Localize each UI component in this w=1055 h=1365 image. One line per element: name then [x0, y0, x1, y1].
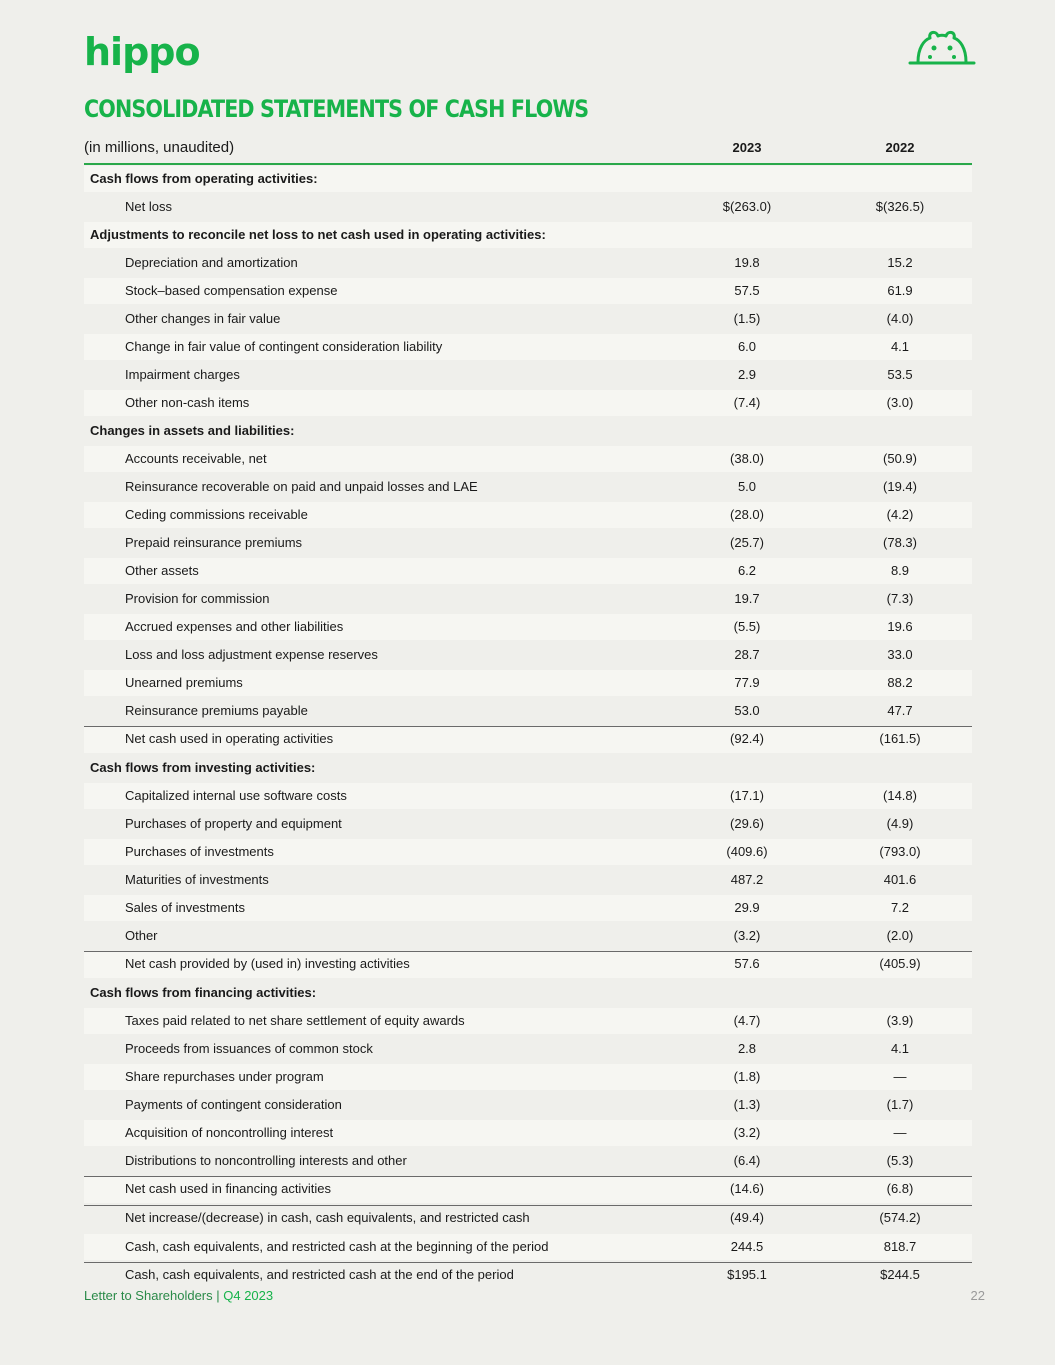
table-row — [84, 586, 972, 612]
value-2023: 53.0 — [734, 703, 760, 718]
value-2023: (3.2) — [733, 1125, 761, 1140]
value-2023: 6.0 — [737, 339, 757, 354]
value-2023: 244.5 — [730, 1239, 764, 1254]
value-2022: (1.7) — [886, 1097, 914, 1112]
value-2023: 77.9 — [734, 675, 760, 690]
table-row — [84, 698, 972, 724]
table-row — [84, 306, 972, 332]
value-2023: 29.9 — [734, 900, 760, 915]
table-row — [84, 642, 972, 668]
row-label: Net cash used in operating activities — [125, 731, 334, 746]
year-header-2023: 2023 — [732, 140, 762, 155]
table-row — [84, 867, 972, 893]
value-2022: $244.5 — [880, 1267, 920, 1282]
table-row — [84, 194, 972, 220]
table-row — [84, 502, 972, 528]
value-2023: 57.5 — [734, 283, 760, 298]
table-row — [84, 1148, 972, 1174]
value-2023: $195.1 — [727, 1267, 767, 1282]
value-2023: 2.9 — [737, 367, 757, 382]
value-2022: 4.1 — [890, 339, 910, 354]
section-header-row — [84, 222, 972, 248]
value-2022: — — [893, 1069, 907, 1084]
footer — [84, 1288, 273, 1303]
table-row — [84, 670, 972, 696]
page-title: CONSOLIDATED STATEMENTS OF CASH FLOWS — [84, 95, 589, 123]
value-2022: (405.9) — [879, 956, 921, 971]
total-row — [84, 1176, 972, 1203]
row-label: Purchases of property and equipment — [125, 816, 342, 831]
table-row — [84, 278, 972, 304]
row-label: Capitalized internal use software costs — [125, 788, 347, 803]
row-label: Net loss — [125, 199, 172, 214]
row-label: Reinsurance recoverable on paid and unpaid losses and LAE — [125, 479, 478, 494]
value-2022: (793.0) — [879, 844, 921, 859]
section-header-row — [84, 418, 972, 444]
table-row — [84, 474, 972, 500]
section-header-row — [84, 755, 972, 781]
value-2023: (38.0) — [730, 451, 764, 466]
table-row — [84, 530, 972, 556]
value-2023: $(263.0) — [722, 199, 772, 214]
footer-quarter: Q4 2023 — [223, 1288, 274, 1303]
value-2022: (6.8) — [886, 1181, 914, 1196]
table-row — [84, 1092, 972, 1118]
units-note: (in millions, unaudited) — [84, 139, 235, 156]
table-row — [84, 446, 972, 472]
table-row — [84, 923, 972, 949]
value-2022: 53.5 — [887, 367, 913, 382]
section-header-row — [84, 166, 972, 192]
value-2022: — — [893, 1125, 907, 1140]
row-label: Accrued expenses and other liabilities — [125, 619, 344, 634]
row-label: Impairment charges — [125, 367, 240, 382]
row-label: Accounts receivable, net — [125, 451, 267, 466]
table-row — [84, 390, 972, 416]
header-rule — [84, 163, 972, 165]
row-label: Depreciation and amortization — [125, 255, 298, 270]
value-2022: (161.5) — [879, 731, 921, 746]
row-label: Change in fair value of contingent consideration liability — [125, 339, 443, 354]
value-2023: 57.6 — [734, 956, 760, 971]
total-row — [84, 726, 972, 753]
value-2023: (28.0) — [730, 507, 764, 522]
value-2022: (4.2) — [886, 507, 914, 522]
table-row — [84, 1064, 972, 1090]
value-2023: (7.4) — [733, 395, 761, 410]
row-label: Net increase/(decrease) in cash, cash equivalents, and restricted cash — [125, 1210, 530, 1225]
value-2023: 28.7 — [734, 647, 760, 662]
row-label: Other — [125, 928, 158, 943]
table-row — [84, 1036, 972, 1062]
value-2022: (3.0) — [886, 395, 914, 410]
row-label: Changes in assets and liabilities: — [90, 423, 295, 438]
row-label: Loss and loss adjustment expense reserves — [125, 647, 378, 662]
total-row — [84, 1205, 972, 1232]
row-label: Net cash provided by (used in) investing activities — [125, 956, 410, 971]
page-number: 22 — [970, 1288, 985, 1303]
value-2022: (3.9) — [886, 1013, 914, 1028]
row-label: Cash flows from financing activities: — [90, 985, 317, 1000]
row-label: Adjustments to reconcile net loss to net cash used in operating activities: — [90, 227, 546, 242]
table-row — [84, 895, 972, 921]
value-2023: 19.8 — [734, 255, 760, 270]
value-2022: $(326.5) — [875, 199, 925, 214]
value-2023: 5.0 — [737, 479, 757, 494]
total-row — [84, 951, 972, 978]
value-2022: (14.8) — [883, 788, 917, 803]
value-2022: (4.0) — [886, 311, 914, 326]
total-row — [84, 1262, 972, 1289]
value-2022: (19.4) — [883, 479, 917, 494]
value-2023: 487.2 — [730, 872, 764, 887]
row-label: Net cash used in financing activities — [125, 1181, 331, 1196]
row-label: Prepaid reinsurance premiums — [125, 535, 303, 550]
table-row — [84, 362, 972, 388]
value-2023: (409.6) — [726, 844, 768, 859]
row-label: Provision for commission — [125, 591, 270, 606]
value-2023: (17.1) — [730, 788, 764, 803]
value-2023: (1.3) — [733, 1097, 761, 1112]
value-2023: (1.5) — [733, 311, 761, 326]
value-2022: 47.7 — [887, 703, 913, 718]
value-2023: 19.7 — [734, 591, 760, 606]
value-2023: (49.4) — [730, 1210, 764, 1225]
value-2023: 2.8 — [737, 1041, 757, 1056]
value-2023: (1.8) — [733, 1069, 761, 1084]
value-2022: 15.2 — [887, 255, 913, 270]
section-header-row — [84, 980, 972, 1006]
value-2023: (6.4) — [733, 1153, 761, 1168]
row-label: Share repurchases under program — [125, 1069, 324, 1084]
value-2022: (4.9) — [886, 816, 914, 831]
value-2023: 6.2 — [737, 563, 757, 578]
row-label: Reinsurance premiums payable — [125, 703, 308, 718]
row-label: Payments of contingent consideration — [125, 1097, 342, 1112]
row-label: Stock–based compensation expense — [125, 283, 338, 298]
value-2022: (2.0) — [886, 928, 914, 943]
row-label: Acquisition of noncontrolling interest — [125, 1125, 334, 1140]
footer-text: Letter to Shareholders | — [84, 1288, 224, 1303]
table-row — [84, 811, 972, 837]
row-label: Cash flows from investing activities: — [90, 760, 316, 775]
year-header-2022: 2022 — [885, 140, 915, 155]
table-row — [84, 783, 972, 809]
value-2022: 61.9 — [887, 283, 913, 298]
value-2023: (4.7) — [733, 1013, 761, 1028]
table-row — [84, 334, 972, 360]
table-row — [84, 1234, 972, 1260]
table-row — [84, 839, 972, 865]
value-2023: (29.6) — [730, 816, 764, 831]
value-2022: 88.2 — [887, 675, 913, 690]
value-2022: (7.3) — [886, 591, 914, 606]
row-label: Proceeds from issuances of common stock — [125, 1041, 373, 1056]
value-2022: (574.2) — [879, 1210, 921, 1225]
table-row — [84, 614, 972, 640]
value-2023: (25.7) — [730, 535, 764, 550]
table-row — [84, 250, 972, 276]
row-label: Cash, cash equivalents, and restricted cash at the beginning of the period — [125, 1239, 549, 1254]
value-2022: (78.3) — [883, 535, 917, 550]
row-label: Ceding commissions receivable — [125, 507, 308, 522]
row-label: Unearned premiums — [125, 675, 243, 690]
row-label: Sales of investments — [125, 900, 245, 915]
row-label: Taxes paid related to net share settlement of equity awards — [125, 1013, 465, 1028]
value-2022: 33.0 — [887, 647, 913, 662]
cash-flow-table — [84, 166, 972, 1291]
value-2023: (92.4) — [730, 731, 764, 746]
hippo-mascot-icon — [908, 30, 976, 66]
table-row — [84, 1008, 972, 1034]
value-2022: 818.7 — [883, 1239, 917, 1254]
value-2022: (50.9) — [883, 451, 917, 466]
table-row — [84, 558, 972, 584]
value-2022: 7.2 — [890, 900, 910, 915]
value-2022: 19.6 — [887, 619, 913, 634]
value-2022: 4.1 — [890, 1041, 910, 1056]
hippo-logo: hippo — [84, 30, 200, 74]
value-2022: 401.6 — [883, 872, 917, 887]
table-row — [84, 1120, 972, 1146]
row-label: Purchases of investments — [125, 844, 274, 859]
row-label: Cash, cash equivalents, and restricted cash at the end of the period — [125, 1267, 514, 1282]
row-label: Other non-cash items — [125, 395, 250, 410]
value-2023: (5.5) — [733, 619, 761, 634]
row-label: Other changes in fair value — [125, 311, 281, 326]
row-label: Distributions to noncontrolling interests and other — [125, 1153, 407, 1168]
row-label: Other assets — [125, 563, 199, 578]
value-2023: (3.2) — [733, 928, 761, 943]
value-2022: 8.9 — [890, 563, 910, 578]
row-label: Maturities of investments — [125, 872, 269, 887]
row-label: Cash flows from operating activities: — [90, 171, 318, 186]
value-2022: (5.3) — [886, 1153, 914, 1168]
value-2023: (14.6) — [730, 1181, 764, 1196]
